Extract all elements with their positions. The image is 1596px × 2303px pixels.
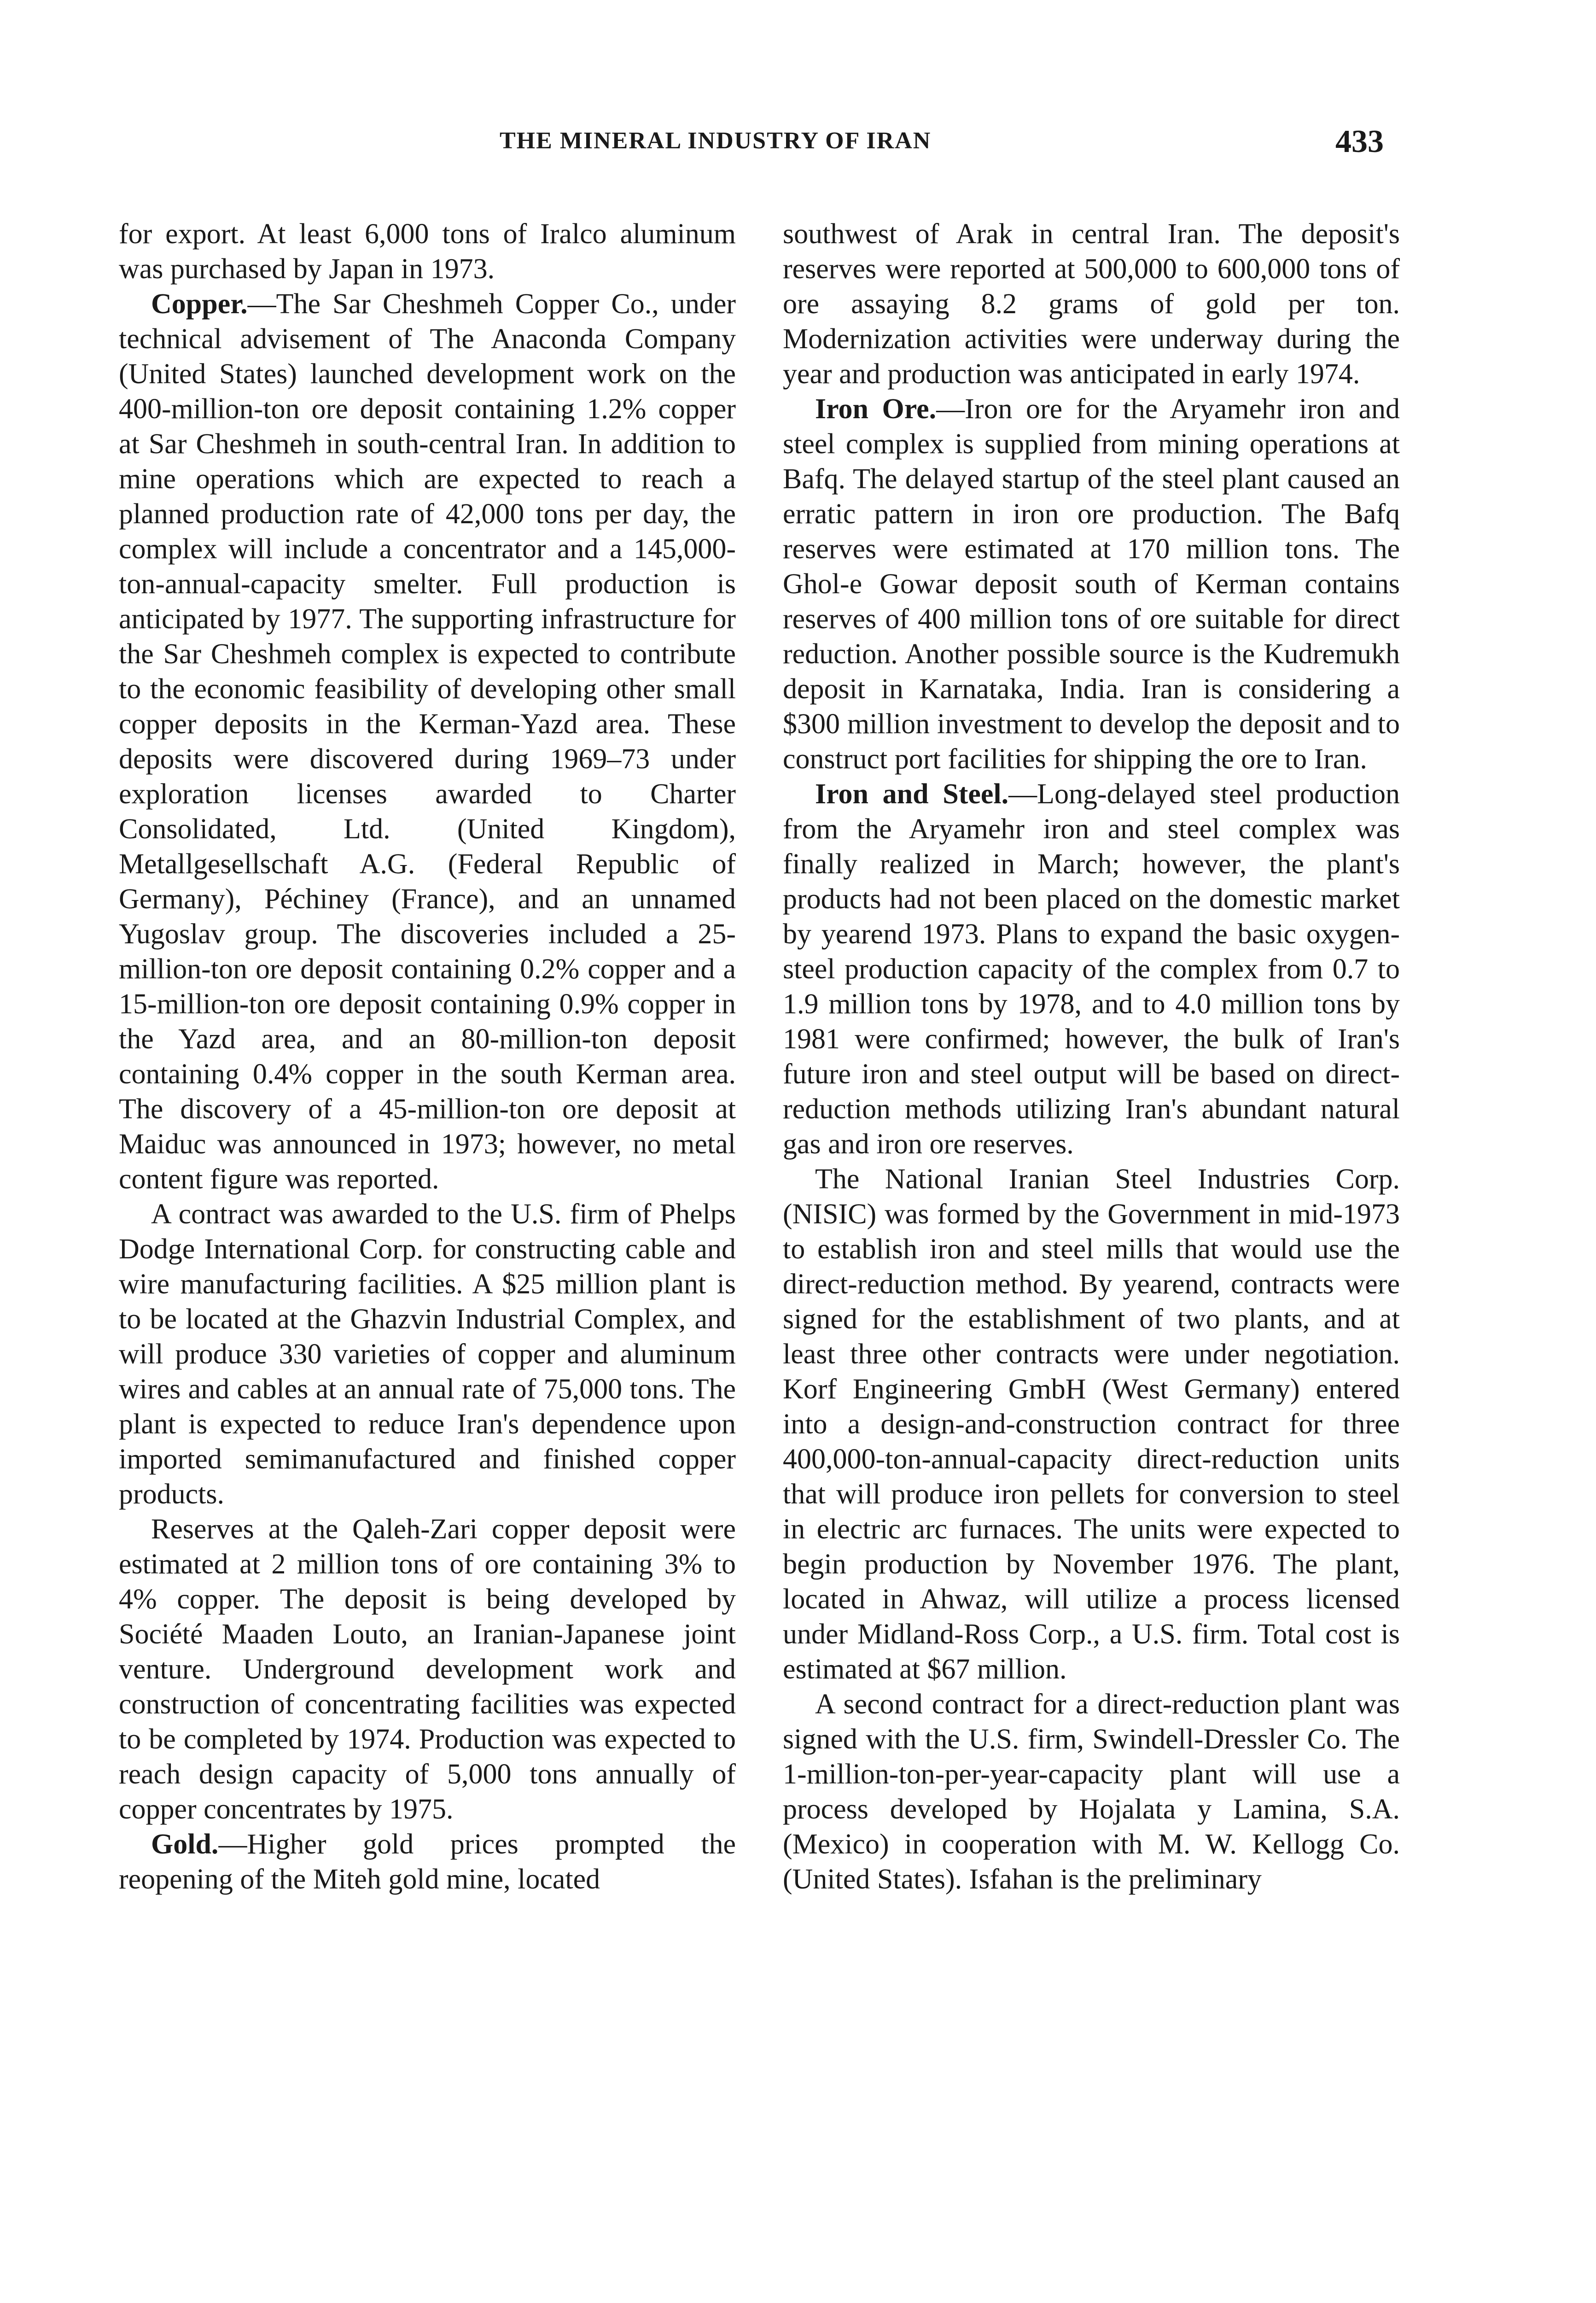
paragraph-text: —Iron ore for the Aryamehr iron and steel complex is supplied from mining operations at Bafq. The delayed startup of the steel plant caused an erratic pattern in iron ore production. The Bafq reserves were estimated at 170 million tons. The Ghol-e Gowar deposit south of Kerman contains reserves of 400 million tons of ore suitable for direct reduction. Another possible source is the Kudremukh deposit in Karnataka, India. Iran is considering a $300 million investment to develop the deposit and to construct port facilities for shipping the ore to Iran. — [783, 393, 1400, 775]
right-column — [783, 216, 1400, 1897]
paragraph: southwest of Arak in central Iran. The deposit's reserves were reported at 500,000 to 600,000 tons of ore assaying 8.2 grams of gold per ton. Modernization activities were underway during the year and production was anticipated in early 1974. — [783, 218, 1400, 390]
page-number: 433 — [1335, 124, 1384, 159]
paragraph-text: —The Sar Cheshmeh Copper Co., under technical advisement of The Anaconda Company (United States) launched development work on the 400-million-ton ore deposit containing 1.2% copper at Sar Cheshmeh in south-central Iran. In addition to mine operations which are expected to reach a planned production rate of 42,000 tons per day, the complex will include a concentrator and a 145,000-ton-annual-capacity smelter. Full production is anticipated by 1977. The supporting infrastructure for the Sar Cheshmeh complex is expected to contribute to the economic feasibility of developing other small copper deposits in the Kerman-Yazd area. These deposits were discovered during 1969–73 under exploration licenses awarded to Charter Consolidated, Ltd. (United Kingdom), Metallgesellschaft A.G. (Federal Republic of Germany), Péchiney (France), and an unnamed Yugoslav group. The discoveries included a 25-million-ton ore deposit containing 0.2% copper and a 15-million-ton ore deposit containing 0.9% copper in the Yazd area, and an 80-million-ton deposit containing 0.4% copper in the south Kerman area. The discovery of a 45-million-ton ore deposit at Maiduc was announced in 1973; however, no metal content figure was reported. — [119, 288, 736, 1195]
paragraph-gold — [119, 1827, 736, 1897]
paragraph: A second contract for a direct-reduction plant was signed with the U.S. firm, Swindell-Dressler Co. The 1-million-ton-per-year-capacity plant will use a process developed by Hojalata y Lamina, S.A. (Mexico) in cooperation with M. W. Kellogg Co. (United States). Isfahan is the preliminary — [783, 1689, 1400, 1895]
left-column — [119, 216, 736, 1897]
paragraph-text: —Higher gold prices prompted the reopening of the Miteh gold mine, located — [119, 1829, 736, 1895]
paragraph: Reserves at the Qaleh-Zari copper deposit were estimated at 2 million tons of ore containing 3% to 4% copper. The deposit is being developed by Société Maaden Louto, an Iranian-Japanese joint venture. Underground development work and construction of concentrating facilities was expected to be completed by 1974. Production was expected to reach design capacity of 5,000 tons annually of copper concentrates by 1975. — [119, 1514, 736, 1825]
section-heading-gold: Gold. — [151, 1829, 219, 1860]
paragraph-text: —Long-delayed steel production from the Aryamehr iron and steel complex was finally realized in March; however, the plant's products had not been placed on the domestic market by yearend 1973. Plans to expand the basic oxygen-steel production capacity of the complex from 0.7 to 1.9 million tons by 1978, and to 4.0 million tons by 1981 were confirmed; however, the bulk of Iran's future iron and steel output will be based on direct-reduction methods utilizing Iran's abundant natural gas and iron ore reserves. — [783, 778, 1400, 1160]
paragraph: A contract was awarded to the U.S. firm of Phelps Dodge International Corp. for constructing cable and wire manufacturing facilities. A $25 million plant is to be located at the Ghazvin Industrial Complex, and will produce 330 varieties of copper and aluminum wires and cables at an annual rate of 75,000 tons. The plant is expected to reduce Iran's dependence upon imported semimanufactured and finished copper products. — [119, 1198, 736, 1510]
section-heading-iron-steel: Iron and Steel. — [815, 778, 1009, 810]
paragraph-iron-ore — [783, 392, 1400, 777]
paragraph-copper — [119, 286, 736, 1197]
section-heading-iron-ore: Iron Ore. — [815, 393, 937, 425]
section-heading-copper: Copper. — [151, 288, 248, 320]
running-title: THE MINERAL INDUSTRY OF IRAN — [500, 128, 932, 154]
paragraph-iron-steel — [783, 777, 1400, 1162]
paragraph: The National Iranian Steel Industries Corp. (NISIC) was formed by the Government in mid-1973 to establish iron and steel mills that would use the direct-reduction method. By yearend, contracts were signed for the establishment of two plants, and at least three other contracts were under negotiation. Korf Engineering GmbH (West Germany) entered into a design-and-construction contract for three 400,000-ton-annual-capacity direct-reduction units that will produce iron pellets for conversion to steel in electric arc furnaces. The units were expected to begin production by November 1976. The plant, located in Ahwaz, will utilize a process licensed under Midland-Ross Corp., a U.S. firm. Total cost is estimated at $67 million. — [783, 1163, 1400, 1685]
paragraph: for export. At least 6,000 tons of Iralco aluminum was purchased by Japan in 1973. — [119, 218, 736, 285]
